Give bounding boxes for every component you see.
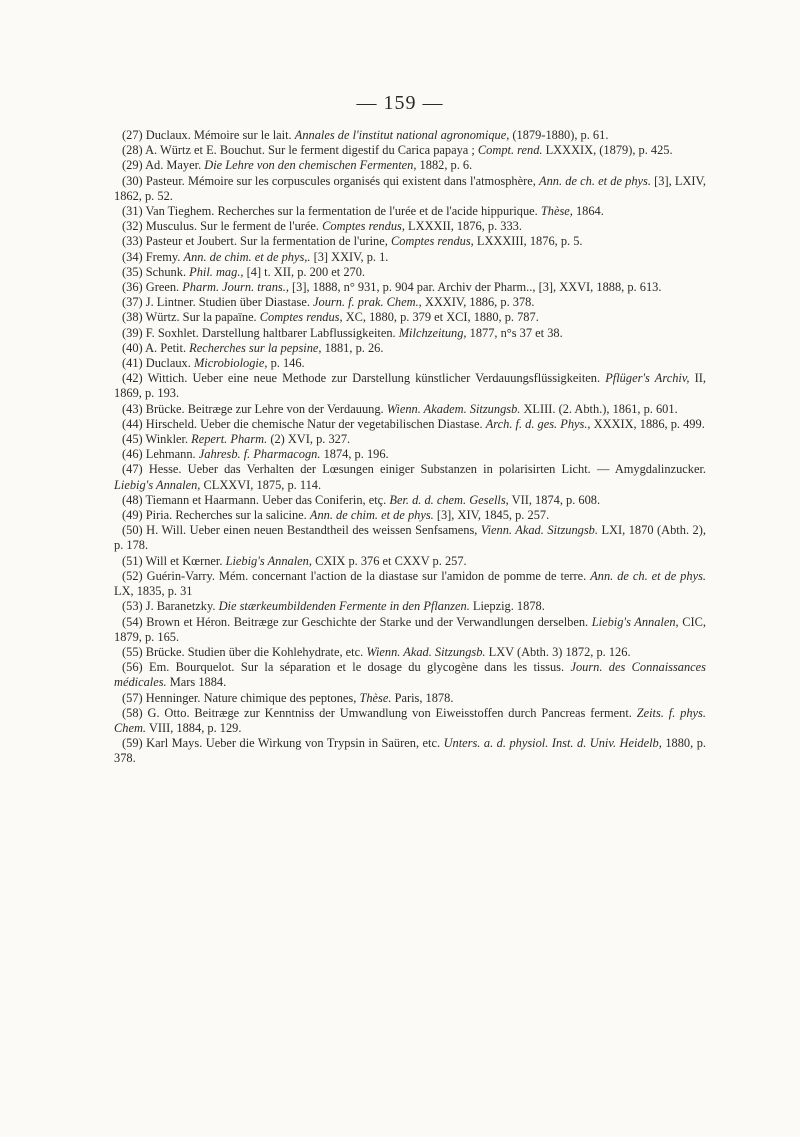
reference-text: Duclaux. <box>145 356 194 371</box>
reference-number: (45) <box>122 432 143 447</box>
reference-item <box>114 417 706 432</box>
reference-details: p. 146. <box>267 356 305 371</box>
reference-source: Phil. mag., <box>189 264 244 279</box>
reference-text: Würtz. Sur la papaïne. <box>145 310 260 325</box>
reference-item <box>114 356 706 371</box>
reference-number: (44) <box>122 416 143 431</box>
reference-text: Wittich. Ueber eine neue Methode zur Darstellung künstlicher Verdauungsflüssigkeiten. <box>147 371 606 386</box>
page-number: — 159 — <box>356 92 444 114</box>
reference-item <box>114 128 706 143</box>
reference-item <box>114 736 706 766</box>
reference-source: Ann. de ch. et de phys. <box>539 173 651 188</box>
reference-number: (46) <box>122 447 143 462</box>
reference-details: VIII, 1884, p. 129. <box>146 720 242 735</box>
reference-number: (41) <box>122 356 143 371</box>
reference-number: (57) <box>122 690 143 705</box>
reference-number: (50) <box>122 523 143 538</box>
reference-item <box>114 402 706 417</box>
reference-number: (27) <box>122 128 143 142</box>
reference-details: (2) XVI, p. 327. <box>267 432 351 447</box>
reference-number: (37) <box>122 295 143 310</box>
reference-text: Brücke. Beitræge zur Lehre von der Verdauung. <box>145 401 387 416</box>
reference-item <box>114 174 706 204</box>
reference-item <box>114 554 706 569</box>
reference-source: Ber. d. d. chem. Gesells, <box>389 492 509 507</box>
reference-details: CXIX p. 376 et CXXV p. 257. <box>311 553 467 568</box>
reference-text: Brown et Héron. Beitræge zur Geschichte der Starke und der Verwandlungen derselben. <box>146 614 592 629</box>
reference-item <box>114 310 706 325</box>
reference-source: Liebig's Annalen, <box>591 614 679 629</box>
reference-text: Henninger. Nature chimique des peptones, <box>145 690 360 705</box>
reference-source: Jahresb. f. Pharmacogn. <box>198 447 321 462</box>
reference-number: (58) <box>122 705 143 720</box>
reference-text: J. Baranetzky. <box>145 599 219 614</box>
reference-text: G. Otto. Beitræge zur Kenntniss der Umwandlung von Eiweisstoffen durch Pancreas ferment. <box>147 705 637 720</box>
reference-number: (55) <box>122 644 143 659</box>
reference-details: XXXIV, 1886, p. 378. <box>421 295 535 310</box>
reference-number: (40) <box>122 340 143 355</box>
reference-source: Unters. a. d. physiol. Inst. d. Univ. Heidelb, <box>443 736 662 751</box>
reference-number: (47) <box>122 462 143 477</box>
reference-source: Recherches sur la pepsine, <box>189 340 322 355</box>
reference-item <box>114 599 706 614</box>
reference-text: Green. <box>145 280 183 295</box>
reference-source: Wienn. Akad. Sitzungsb. <box>366 644 486 659</box>
reference-details: 1881, p. 26. <box>321 340 384 355</box>
reference-text: Schunk. <box>145 264 190 279</box>
reference-source: Ann. de ch. et de phys. <box>590 568 706 583</box>
reference-source: Arch. f. d. ges. Phys., <box>485 416 591 431</box>
reference-text: Guérin-Varry. Mém. concernant l'action de la diastase sur l'amidon de pomme de terre. <box>146 568 591 583</box>
reference-details: (1879-1880), p. 61. <box>509 128 609 142</box>
reference-number: (56) <box>122 660 143 675</box>
reference-item <box>114 234 706 249</box>
reference-number: (38) <box>122 310 143 325</box>
reference-number: (32) <box>122 219 143 234</box>
reference-source: Comptes rendus, <box>390 234 474 249</box>
reference-number: (35) <box>122 264 143 279</box>
reference-details: Paris, 1878. <box>391 690 454 705</box>
reference-number: (53) <box>122 599 143 614</box>
reference-source: Vienn. Akad. Sitzungsb. <box>480 523 598 538</box>
reference-details: VII, 1874, p. 608. <box>508 492 601 507</box>
reference-number: (49) <box>122 508 143 523</box>
reference-source: Liebig's Annalen, <box>114 477 201 492</box>
reference-number: (34) <box>122 249 143 264</box>
reference-text: J. Lintner. Studien über Diastase. <box>145 295 314 310</box>
reference-number: (59) <box>122 736 143 751</box>
reference-number: (33) <box>122 234 143 249</box>
reference-item <box>114 295 706 310</box>
reference-item <box>114 219 706 234</box>
reference-details: LXI, 1870 (Abth. 2), p. 178. <box>114 523 706 553</box>
reference-item <box>114 143 706 158</box>
reference-number: (43) <box>122 401 143 416</box>
reference-item <box>114 615 706 645</box>
reference-source: Compt. rend. <box>477 143 543 158</box>
reference-source: Ann. de chim. et de phys. <box>309 508 434 523</box>
reference-text: Lehmann. <box>145 447 199 462</box>
reference-text: Hesse. Ueber das Verhalten der Lœsungen einiger Substanzen in polarisirten Licht. — Amygdalinzucker. <box>148 462 706 477</box>
reference-text: Musculus. Sur le ferment de l'urée. <box>145 219 323 234</box>
reference-source: Journ. des Connaissances médicales. <box>114 660 707 690</box>
reference-number: (36) <box>122 280 143 295</box>
reference-text: A. Würtz et E. Bouchut. Sur le ferment digestif du Carica papaya ; <box>145 143 478 158</box>
reference-item <box>114 569 706 599</box>
reference-details: [4] t. XII, p. 200 et 270. <box>243 264 366 279</box>
reference-item <box>114 265 706 280</box>
reference-number: (39) <box>122 325 143 340</box>
reference-text: Em. Bourquelot. Sur la séparation et le dosage du glycogène dans les tissus. <box>149 660 571 675</box>
reference-item <box>114 508 706 523</box>
reference-number: (51) <box>122 553 143 568</box>
reference-text: F. Soxhlet. Darstellung haltbarer Labflussigkeiten. <box>145 325 399 340</box>
reference-details: [3] XXIV, p. 1. <box>310 249 389 264</box>
reference-item <box>114 660 706 690</box>
reference-details: LX, 1835, p. 31 <box>114 584 193 599</box>
reference-source: Comptes rendus, <box>259 310 343 325</box>
reference-text: H. Will. Ueber einen neuen Bestandtheil des weissen Senfsamens, <box>146 523 481 538</box>
reference-number: (29) <box>122 158 143 173</box>
reference-item <box>114 523 706 553</box>
reference-details: [3], XIV, 1845, p. 257. <box>433 508 550 523</box>
reference-text: Hirscheld. Ueber die chemische Natur der vegetabilischen Diastase. <box>145 416 486 431</box>
reference-details: LXXXII, 1876, p. 333. <box>404 219 522 234</box>
reference-details: 1877, n°s 37 et 38. <box>466 325 563 340</box>
reference-item <box>114 250 706 265</box>
reference-details: II, 1869, p. 193. <box>114 371 706 401</box>
reference-source: Annales de l'institut national agronomique, <box>294 128 510 142</box>
reference-item <box>114 706 706 736</box>
reference-details: XC, 1880, p. 379 et XCI, 1880, p. 787. <box>342 310 539 325</box>
reference-details: Liepzig. 1878. <box>469 599 545 614</box>
reference-number: (48) <box>122 492 143 507</box>
reference-source: Pflüger's Archiv, <box>605 371 690 386</box>
reference-text: Pasteur et Joubert. Sur la fermentation de l'urine, <box>145 234 391 249</box>
reference-text: Will et Kœrner. <box>145 553 226 568</box>
reference-details: XXXIX, 1886, p. 499. <box>590 416 705 431</box>
reference-source: Ann. de chim. et de phys,. <box>183 249 311 264</box>
reference-source: Die Lehre von den chemischen Fermenten, <box>204 158 417 173</box>
reference-details: [3], 1888, n° 931, p. 904 par. Archiv der Pharm.., [3], XXVI, 1888, p. 613. <box>288 280 662 295</box>
reference-text: Winkler. <box>145 432 192 447</box>
reference-text: Duclaux. Mémoire sur le lait. <box>145 128 295 142</box>
reference-text: Fremy. <box>145 249 184 264</box>
reference-number: (28) <box>122 143 143 158</box>
reference-item <box>114 432 706 447</box>
reference-source: Microbiologie, <box>193 356 268 371</box>
reference-number: (42) <box>122 371 143 386</box>
reference-text: Tiemann et Haarmann. Ueber das Coniferin, etç. <box>145 492 390 507</box>
reference-details: 1874, p. 196. <box>320 447 389 462</box>
reference-text: Ad. Mayer. <box>145 158 205 173</box>
reference-item <box>114 204 706 219</box>
reference-source: Die stærkeumbildenden Fermente in den Pflanzen. <box>218 599 470 614</box>
reference-text: A. Petit. <box>145 340 190 355</box>
reference-item <box>114 326 706 341</box>
reference-number: (52) <box>122 568 143 583</box>
reference-item <box>114 158 706 173</box>
reference-text: Pasteur. Mémoire sur les corpuscules organisés qui existent dans l'atmosphère, <box>145 173 540 188</box>
reference-source: Zeits. f. phys. Chem. <box>114 705 706 735</box>
reference-source: Repert. Pharm. <box>191 432 268 447</box>
reference-item <box>114 493 706 508</box>
reference-text: Karl Mays. Ueber die Wirkung von Trypsin in Saüren, etc. <box>146 736 444 751</box>
reference-details: Mars 1884. <box>166 675 227 690</box>
reference-item <box>114 341 706 356</box>
reference-source: Thèse, <box>540 204 573 219</box>
reference-item <box>114 447 706 462</box>
reference-source: Thèse. <box>359 690 392 705</box>
reference-item <box>114 645 706 660</box>
reference-details: CIC, 1879, p. 165. <box>114 614 707 644</box>
reference-details: 1880, p. 378. <box>114 736 707 766</box>
reference-details: LXXXIII, 1876, p. 5. <box>473 234 583 249</box>
reference-list <box>114 128 706 767</box>
reference-source: Wienn. Akadem. Sitzungsb. <box>386 401 521 416</box>
reference-source: Journ. f. prak. Chem., <box>313 295 422 310</box>
reference-item <box>114 462 706 492</box>
reference-source: Liebig's Annalen, <box>225 553 312 568</box>
reference-number: (30) <box>122 173 143 188</box>
reference-text: Brücke. Studien über die Kohlehydrate, etc. <box>145 644 367 659</box>
reference-source: Milchzeitung, <box>398 325 467 340</box>
reference-item <box>114 691 706 706</box>
reference-details: 1882, p. 6. <box>416 158 473 173</box>
reference-number: (54) <box>122 614 143 629</box>
reference-details: CLXXVI, 1875, p. 114. <box>200 477 322 492</box>
reference-details: LXXXIX, (1879), p. 425. <box>542 143 673 158</box>
reference-details: XLIII. (2. Abth.), 1861, p. 601. <box>520 401 678 416</box>
reference-source: Comptes rendus, <box>322 219 405 234</box>
reference-item <box>114 371 706 401</box>
reference-details: 1864. <box>572 204 604 219</box>
reference-details: LXV (Abth. 3) 1872, p. 126. <box>485 644 631 659</box>
reference-item <box>114 280 706 295</box>
reference-text: Van Tieghem. Recherches sur la fermentation de l'urée et de l'acide hippurique. <box>145 204 541 219</box>
reference-source: Pharm. Journ. trans., <box>182 280 289 295</box>
reference-text: Piria. Recherches sur la salicine. <box>145 508 310 523</box>
reference-details: [3], LXIV, 1862, p. 52. <box>114 173 707 203</box>
reference-number: (31) <box>122 204 143 219</box>
